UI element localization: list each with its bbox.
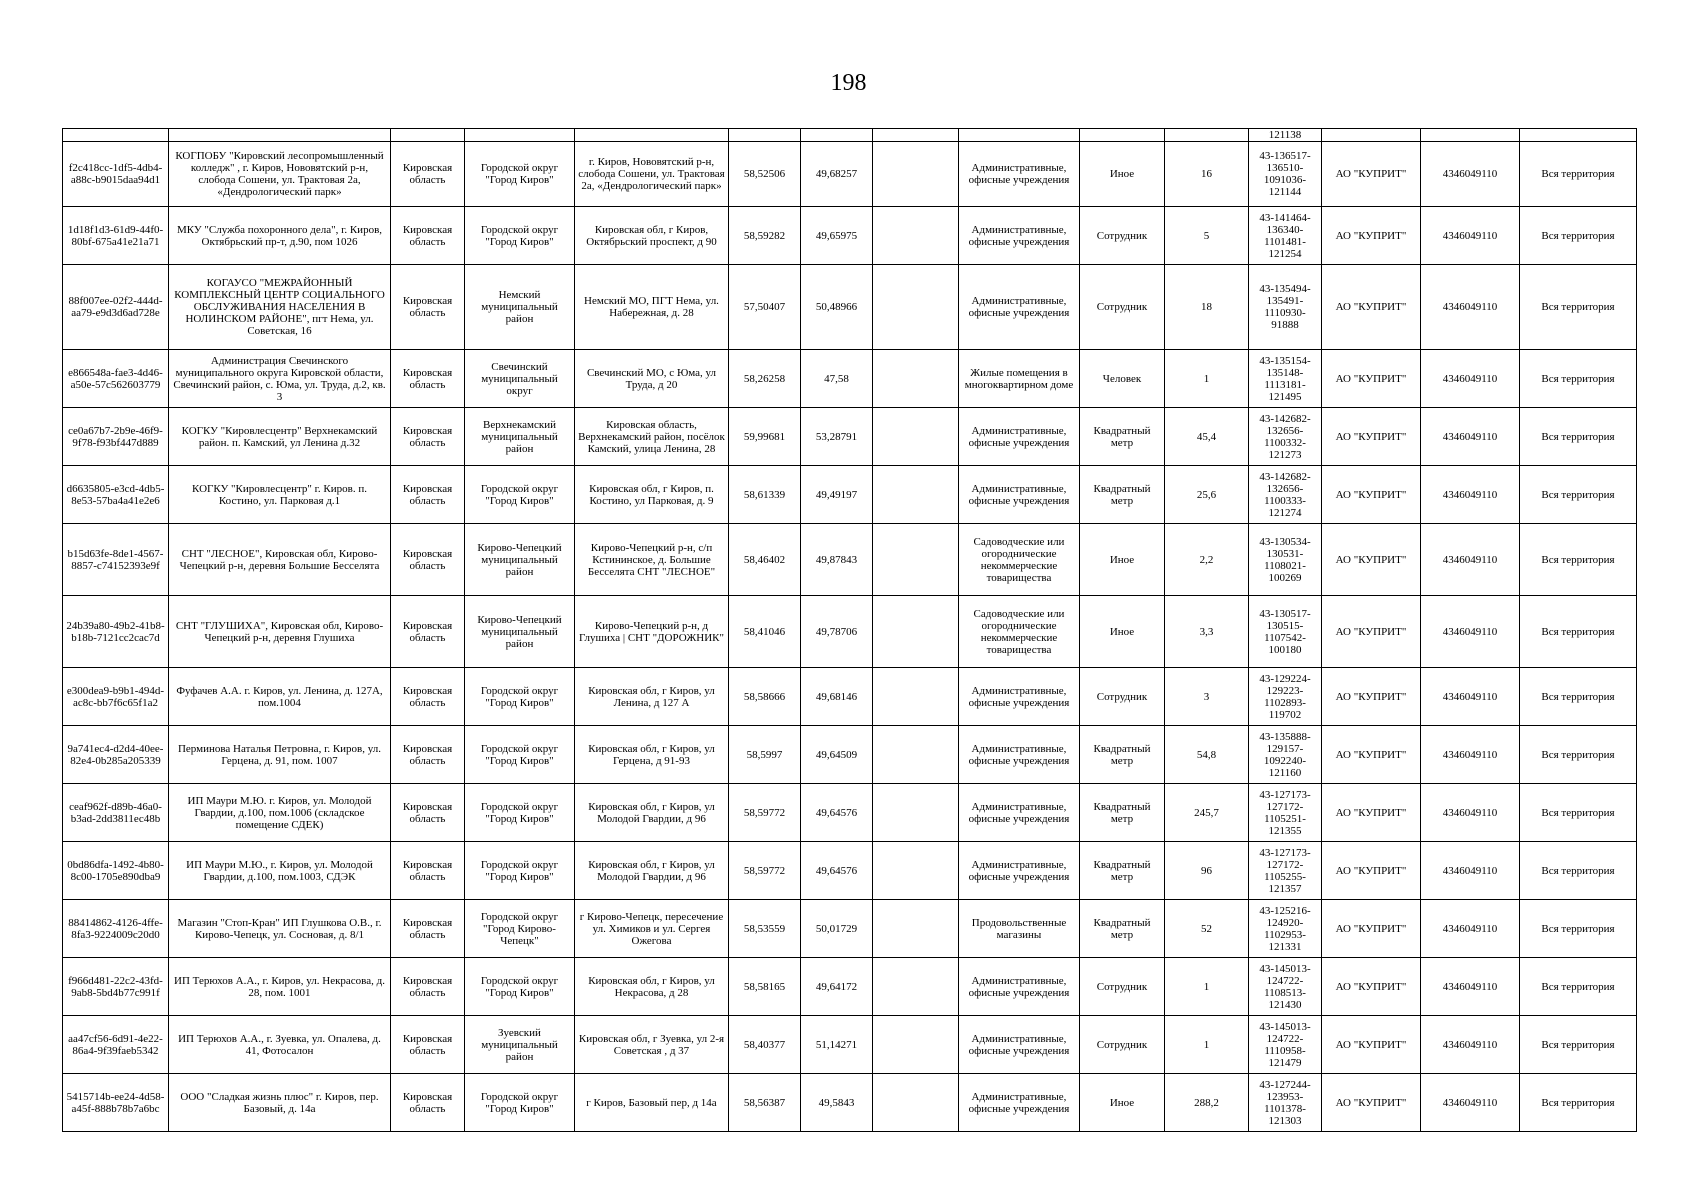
unit-cell: Иное: [1080, 1074, 1165, 1132]
district-cell: Городской округ "Город Киров": [465, 466, 575, 524]
empty-cell: [873, 207, 959, 265]
longitude-cell: 49,49197: [801, 466, 873, 524]
latitude-cell: 59,99681: [729, 408, 801, 466]
quantity-cell: 54,8: [1165, 726, 1249, 784]
table-row: [63, 1074, 1637, 1132]
id-cell: e300dea9-b9b1-494d-ac8c-bb7f6c65f1a2: [63, 668, 169, 726]
table-row: [63, 350, 1637, 408]
operator-cell: АО "КУПРИТ": [1322, 466, 1421, 524]
operator-cell: АО "КУПРИТ": [1322, 668, 1421, 726]
latitude-cell: 58,58165: [729, 958, 801, 1016]
name-cell: КОГКУ "Кировлесцентр" Верхнекамский район. п. Камский, ул Ленина д.32: [169, 408, 391, 466]
latitude-cell: 57,50407: [729, 265, 801, 350]
quantity-cell: 1: [1165, 1016, 1249, 1074]
operator-cell: АО "КУПРИТ": [1322, 408, 1421, 466]
region-cell: Кировская область: [391, 142, 465, 207]
code-cell: 43-145013-124722-1110958-121479: [1249, 1016, 1322, 1074]
table-row: [63, 900, 1637, 958]
district-cell: Свечинский муниципальный округ: [465, 350, 575, 408]
territory-cell: Вся территория: [1520, 784, 1637, 842]
operator-cell: АО "КУПРИТ": [1322, 596, 1421, 668]
inn-cell: 4346049110: [1421, 408, 1520, 466]
latitude-cell: 58,56387: [729, 1074, 801, 1132]
quantity-cell: 288,2: [1165, 1074, 1249, 1132]
inn-cell: 4346049110: [1421, 1016, 1520, 1074]
operator-cell: АО "КУПРИТ": [1322, 842, 1421, 900]
district-cell: Городской округ "Город Киров": [465, 1074, 575, 1132]
object-type-cell: Садоводческие или огороднические некоммерческие товарищества: [959, 596, 1080, 668]
latitude-cell: 58,26258: [729, 350, 801, 408]
operator-cell: АО "КУПРИТ": [1322, 142, 1421, 207]
table-row: [63, 466, 1637, 524]
empty-cell: [873, 408, 959, 466]
district-cell: Немский муниципальный район: [465, 265, 575, 350]
quantity-cell: 2,2: [1165, 524, 1249, 596]
inn-cell: 4346049110: [1421, 1074, 1520, 1132]
address-cell: г Киров, Базовый пер, д 14а: [575, 1074, 729, 1132]
empty-cell: [873, 784, 959, 842]
table-row: [63, 1016, 1637, 1074]
inn-cell: 4346049110: [1421, 726, 1520, 784]
address-cell: Кирово-Чепецкий р-н, д Глушиха | СНТ "ДОРОЖНИК": [575, 596, 729, 668]
object-type-cell: Административные, офисные учреждения: [959, 466, 1080, 524]
quantity-cell: 5: [1165, 207, 1249, 265]
quantity-cell: 245,7: [1165, 784, 1249, 842]
district-cell: Городской округ "Город Киров": [465, 142, 575, 207]
inn-cell: 4346049110: [1421, 668, 1520, 726]
address-cell: Кировская обл, г Киров, ул Молодой Гвардии, д 96: [575, 784, 729, 842]
unit-cell: Квадратный метр: [1080, 408, 1165, 466]
address-cell: Кировская обл, г Зуевка, ул 2-я Советская , д 37: [575, 1016, 729, 1074]
district-cell: Кирово-Чепецкий муниципальный район: [465, 524, 575, 596]
id-cell: 88414862-4126-4ffe-8fa3-9224009c20d0: [63, 900, 169, 958]
latitude-cell: 58,59282: [729, 207, 801, 265]
id-cell: d6635805-e3cd-4db5-8e53-57ba4a41e2e6: [63, 466, 169, 524]
object-type-cell: Административные, офисные учреждения: [959, 958, 1080, 1016]
region-cell: Кировская область: [391, 466, 465, 524]
object-type-cell: Административные, офисные учреждения: [959, 408, 1080, 466]
table-row: [63, 265, 1637, 350]
quantity-cell: 18: [1165, 265, 1249, 350]
code-cell: 43-142682-132656-1100333-121274: [1249, 466, 1322, 524]
region-cell: Кировская область: [391, 668, 465, 726]
territory-cell: Вся территория: [1520, 726, 1637, 784]
address-cell: Кировская обл, г Киров, ул Герцена, д 91-93: [575, 726, 729, 784]
table-row: [63, 129, 1637, 142]
table-row: [63, 596, 1637, 668]
inn-cell: 4346049110: [1421, 900, 1520, 958]
district-cell: Городской округ "Город Киров": [465, 726, 575, 784]
latitude-cell: 58,58666: [729, 668, 801, 726]
object-type-cell: Административные, офисные учреждения: [959, 1016, 1080, 1074]
table-body: [63, 129, 1637, 1132]
latitude-cell: 58,52506: [729, 142, 801, 207]
unit-cell: Сотрудник: [1080, 265, 1165, 350]
territory-cell: Вся территория: [1520, 466, 1637, 524]
id-cell: aa47cf56-6d91-4e22-86a4-9f39faeb5342: [63, 1016, 169, 1074]
operator-cell: АО "КУПРИТ": [1322, 1074, 1421, 1132]
district-cell: Верхнекамский муниципальный район: [465, 408, 575, 466]
object-type-cell: Жилые помещения в многоквартирном доме: [959, 350, 1080, 408]
unit-cell: Сотрудник: [1080, 1016, 1165, 1074]
region-cell: Кировская область: [391, 408, 465, 466]
inn-cell: 4346049110: [1421, 958, 1520, 1016]
unit-cell: Сотрудник: [1080, 668, 1165, 726]
registry-table: [62, 128, 1637, 1132]
longitude-cell: 50,01729: [801, 900, 873, 958]
object-type-cell: Административные, офисные учреждения: [959, 726, 1080, 784]
empty-cell: [873, 1016, 959, 1074]
id-cell: 1d18f1d3-61d9-44f0-80bf-675a41e21a71: [63, 207, 169, 265]
unit-cell: Сотрудник: [1080, 958, 1165, 1016]
territory-cell: Вся территория: [1520, 408, 1637, 466]
longitude-cell: 50,48966: [801, 265, 873, 350]
region-cell: Кировская область: [391, 784, 465, 842]
code-cell: 43-135154-135148-1113181-121495: [1249, 350, 1322, 408]
unit-cell: Человек: [1080, 350, 1165, 408]
empty-cell: [873, 142, 959, 207]
address-cell: Кировская обл, г Киров, ул Молодой Гвардии, д 96: [575, 842, 729, 900]
id-cell: f966d481-22c2-43fd-9ab8-5bd4b77c991f: [63, 958, 169, 1016]
longitude-cell: 49,5843: [801, 1074, 873, 1132]
name-cell: СНТ "ЛЕСНОЕ", Кировская обл, Кирово-Чепецкий р-н, деревня Большие Бесселята: [169, 524, 391, 596]
region-cell: Кировская область: [391, 265, 465, 350]
continued-code-cell: 121138: [1249, 129, 1322, 142]
region-cell: Кировская область: [391, 207, 465, 265]
operator-cell: АО "КУПРИТ": [1322, 524, 1421, 596]
id-cell: 9a741ec4-d2d4-40ee-82e4-0b285a205339: [63, 726, 169, 784]
address-cell: Кировская обл, г Киров, Октябрьский проспект, д 90: [575, 207, 729, 265]
unit-cell: Квадратный метр: [1080, 784, 1165, 842]
table-row: [63, 958, 1637, 1016]
object-type-cell: Административные, офисные учреждения: [959, 784, 1080, 842]
name-cell: ИП Маури М.Ю., г. Киров, ул. Молодой Гвардии, д.100, пом.1003, СДЭК: [169, 842, 391, 900]
code-cell: 43-136517-136510-1091036-121144: [1249, 142, 1322, 207]
latitude-cell: 58,46402: [729, 524, 801, 596]
name-cell: ООО "Сладкая жизнь плюс" г. Киров, пер. Базовый, д. 14а: [169, 1074, 391, 1132]
table-row: [63, 726, 1637, 784]
quantity-cell: 52: [1165, 900, 1249, 958]
object-type-cell: Продовольственные магазины: [959, 900, 1080, 958]
territory-cell: Вся территория: [1520, 1016, 1637, 1074]
operator-cell: АО "КУПРИТ": [1322, 207, 1421, 265]
latitude-cell: 58,53559: [729, 900, 801, 958]
empty-cell: [873, 726, 959, 784]
unit-cell: Квадратный метр: [1080, 726, 1165, 784]
address-cell: Свечинский МО, с Юма, ул Труда, д 20: [575, 350, 729, 408]
table-row: [63, 784, 1637, 842]
inn-cell: 4346049110: [1421, 466, 1520, 524]
unit-cell: Иное: [1080, 142, 1165, 207]
object-type-cell: Административные, офисные учреждения: [959, 265, 1080, 350]
address-cell: Немский МО, ПГТ Нема, ул. Набережная, д. 28: [575, 265, 729, 350]
address-cell: г Кирово-Чепецк, пересечение ул. Химиков и ул. Сергея Ожегова: [575, 900, 729, 958]
territory-cell: Вся территория: [1520, 142, 1637, 207]
code-cell: 43-142682-132656-1100332-121273: [1249, 408, 1322, 466]
code-cell: 43-135888-129157-1092240-121160: [1249, 726, 1322, 784]
longitude-cell: 49,87843: [801, 524, 873, 596]
longitude-cell: 49,64509: [801, 726, 873, 784]
unit-cell: Иное: [1080, 596, 1165, 668]
district-cell: Городской округ "Город Киров": [465, 207, 575, 265]
empty-cell: [873, 842, 959, 900]
address-cell: Кировская обл, г Киров, п. Костино, ул Парковая, д. 9: [575, 466, 729, 524]
quantity-cell: 96: [1165, 842, 1249, 900]
operator-cell: АО "КУПРИТ": [1322, 1016, 1421, 1074]
unit-cell: Квадратный метр: [1080, 842, 1165, 900]
id-cell: b15d63fe-8de1-4567-8857-c74152393e9f: [63, 524, 169, 596]
longitude-cell: 49,68146: [801, 668, 873, 726]
territory-cell: Вся территория: [1520, 1074, 1637, 1132]
district-cell: Городской округ "Город Киров": [465, 842, 575, 900]
latitude-cell: 58,59772: [729, 784, 801, 842]
code-cell: 43-145013-124722-1108513-121430: [1249, 958, 1322, 1016]
empty-cell: [873, 668, 959, 726]
territory-cell: Вся территория: [1520, 842, 1637, 900]
code-cell: 43-130517-130515-1107542-100180: [1249, 596, 1322, 668]
address-cell: Кировская обл, г Киров, ул Некрасова, д 28: [575, 958, 729, 1016]
inn-cell: 4346049110: [1421, 350, 1520, 408]
name-cell: СНТ "ГЛУШИХА", Кировская обл, Кирово-Чепецкий р-н, деревня Глушиха: [169, 596, 391, 668]
territory-cell: Вся территория: [1520, 668, 1637, 726]
operator-cell: АО "КУПРИТ": [1322, 265, 1421, 350]
unit-cell: Иное: [1080, 524, 1165, 596]
region-cell: Кировская область: [391, 524, 465, 596]
quantity-cell: 3: [1165, 668, 1249, 726]
name-cell: ИП Маури М.Ю. г. Киров, ул. Молодой Гвардии, д.100, пом.1006 (складское помещение СДЕК): [169, 784, 391, 842]
territory-cell: Вся территория: [1520, 265, 1637, 350]
operator-cell: АО "КУПРИТ": [1322, 784, 1421, 842]
object-type-cell: Административные, офисные учреждения: [959, 842, 1080, 900]
address-cell: г. Киров, Нововятский р-н, слобода Сошени, ул. Трактовая 2а, «Дендрологический парк»: [575, 142, 729, 207]
unit-cell: Квадратный метр: [1080, 900, 1165, 958]
district-cell: Зуевский муниципальный район: [465, 1016, 575, 1074]
id-cell: e866548a-fae3-4d46-a50e-57c562603779: [63, 350, 169, 408]
id-cell: f2c418cc-1df5-4db4-a88c-b9015daa94d1: [63, 142, 169, 207]
code-cell: 43-130534-130531-1108021-100269: [1249, 524, 1322, 596]
id-cell: ceaf962f-d89b-46a0-b3ad-2dd3811ec48b: [63, 784, 169, 842]
operator-cell: АО "КУПРИТ": [1322, 958, 1421, 1016]
region-cell: Кировская область: [391, 900, 465, 958]
latitude-cell: 58,40377: [729, 1016, 801, 1074]
latitude-cell: 58,41046: [729, 596, 801, 668]
longitude-cell: 49,78706: [801, 596, 873, 668]
empty-cell: [873, 900, 959, 958]
object-type-cell: Садоводческие или огороднические некоммерческие товарищества: [959, 524, 1080, 596]
territory-cell: Вся территория: [1520, 524, 1637, 596]
address-cell: Кирово-Чепецкий р-н, с/п Кстининское, д. Большие Бесселята СНТ "ЛЕСНОЕ": [575, 524, 729, 596]
name-cell: КОГАУСО "МЕЖРАЙОННЫЙ КОМПЛЕКСНЫЙ ЦЕНТР СОЦИАЛЬНОГО ОБСЛУЖИВАНИЯ НАСЕЛЕНИЯ В НОЛИНСКОМ РАЙОНЕ", пгт Нема, ул. Советская, 16: [169, 265, 391, 350]
id-cell: 5415714b-ee24-4d58-a45f-888b78b7a6bc: [63, 1074, 169, 1132]
name-cell: ИП Терюхов А.А., г. Киров, ул. Некрасова, д. 28, пом. 1001: [169, 958, 391, 1016]
inn-cell: 4346049110: [1421, 596, 1520, 668]
name-cell: ИП Терюхов А.А., г. Зуевка, ул. Опалева, д. 41, Фотосалон: [169, 1016, 391, 1074]
inn-cell: 4346049110: [1421, 784, 1520, 842]
name-cell: КОГКУ "Кировлесцентр" г. Киров. п. Костино, ул. Парковая д.1: [169, 466, 391, 524]
latitude-cell: 58,61339: [729, 466, 801, 524]
district-cell: Городской округ "Город Киров": [465, 958, 575, 1016]
quantity-cell: 1: [1165, 350, 1249, 408]
address-cell: Кировская область, Верхнекамский район, посёлок Камский, улица Ленина, 28: [575, 408, 729, 466]
territory-cell: Вся территория: [1520, 350, 1637, 408]
region-cell: Кировская область: [391, 350, 465, 408]
quantity-cell: 45,4: [1165, 408, 1249, 466]
quantity-cell: 1: [1165, 958, 1249, 1016]
longitude-cell: 49,64172: [801, 958, 873, 1016]
name-cell: Перминова Наталья Петровна, г. Киров, ул. Герцена, д. 91, пом. 1007: [169, 726, 391, 784]
code-cell: 43-141464-136340-1101481-121254: [1249, 207, 1322, 265]
operator-cell: АО "КУПРИТ": [1322, 900, 1421, 958]
object-type-cell: Административные, офисные учреждения: [959, 142, 1080, 207]
empty-cell: [873, 350, 959, 408]
region-cell: Кировская область: [391, 726, 465, 784]
longitude-cell: 49,64576: [801, 842, 873, 900]
code-cell: 43-127244-123953-1101378-121303: [1249, 1074, 1322, 1132]
table-row: [63, 524, 1637, 596]
region-cell: Кировская область: [391, 842, 465, 900]
inn-cell: 4346049110: [1421, 524, 1520, 596]
longitude-cell: 51,14271: [801, 1016, 873, 1074]
operator-cell: АО "КУПРИТ": [1322, 350, 1421, 408]
object-type-cell: Административные, офисные учреждения: [959, 668, 1080, 726]
unit-cell: Сотрудник: [1080, 207, 1165, 265]
region-cell: Кировская область: [391, 596, 465, 668]
longitude-cell: 49,68257: [801, 142, 873, 207]
latitude-cell: 58,5997: [729, 726, 801, 784]
longitude-cell: 47,58: [801, 350, 873, 408]
district-cell: Городской округ "Город Кирово-Чепецк": [465, 900, 575, 958]
name-cell: МКУ "Служба похоронного дела", г. Киров, Октябрьский пр-т, д.90, пом 1026: [169, 207, 391, 265]
table-row: [63, 668, 1637, 726]
code-cell: 43-127173-127172-1105251-121355: [1249, 784, 1322, 842]
territory-cell: Вся территория: [1520, 958, 1637, 1016]
name-cell: Администрация Свечинского муниципального округа Кировской области, Свечинский район, с. Юма, ул. Труда, д.2, кв. 3: [169, 350, 391, 408]
id-cell: 88f007ee-02f2-444d-aa79-e9d3d6ad728e: [63, 265, 169, 350]
region-cell: Кировская область: [391, 1074, 465, 1132]
empty-cell: [873, 958, 959, 1016]
empty-cell: [873, 265, 959, 350]
id-cell: ce0a67b7-2b9e-46f9-9f78-f93bf447d889: [63, 408, 169, 466]
inn-cell: 4346049110: [1421, 207, 1520, 265]
table-row: [63, 142, 1637, 207]
id-cell: 0bd86dfa-1492-4b80-8c00-1705e890dba9: [63, 842, 169, 900]
region-cell: Кировская область: [391, 1016, 465, 1074]
district-cell: Городской округ "Город Киров": [465, 668, 575, 726]
empty-cell: [873, 466, 959, 524]
name-cell: Фуфачев А.А. г. Киров, ул. Ленина, д. 127А, пом.1004: [169, 668, 391, 726]
empty-cell: [873, 1074, 959, 1132]
district-cell: Кирово-Чепецкий муниципальный район: [465, 596, 575, 668]
territory-cell: Вся территория: [1520, 900, 1637, 958]
object-type-cell: Административные, офисные учреждения: [959, 207, 1080, 265]
table-row: [63, 207, 1637, 265]
id-cell: 24b39a80-49b2-41b8-b18b-7121cc2cac7d: [63, 596, 169, 668]
inn-cell: 4346049110: [1421, 142, 1520, 207]
empty-cell: [873, 524, 959, 596]
longitude-cell: 49,64576: [801, 784, 873, 842]
code-cell: 43-125216-124920-1102953-121331: [1249, 900, 1322, 958]
quantity-cell: 25,6: [1165, 466, 1249, 524]
name-cell: Магазин "Стоп-Кран" ИП Глушкова О.В., г. Кирово-Чепецк, ул. Сосновая, д. 8/1: [169, 900, 391, 958]
latitude-cell: 58,59772: [729, 842, 801, 900]
quantity-cell: 16: [1165, 142, 1249, 207]
table-row: [63, 842, 1637, 900]
territory-cell: Вся территория: [1520, 596, 1637, 668]
territory-cell: Вся территория: [1520, 207, 1637, 265]
page-number: 198: [830, 70, 867, 96]
district-cell: Городской округ "Город Киров": [465, 784, 575, 842]
name-cell: КОГПОБУ "Кировский лесопромышленный колледж" , г. Киров, Нововятский р-н, слобода Сошени, ул. Трактовая 2а, «Дендрологический парк»: [169, 142, 391, 207]
code-cell: 43-129224-129223-1102893-119702: [1249, 668, 1322, 726]
address-cell: Кировская обл, г Киров, ул Ленина, д 127 А: [575, 668, 729, 726]
longitude-cell: 53,28791: [801, 408, 873, 466]
operator-cell: АО "КУПРИТ": [1322, 726, 1421, 784]
empty-cell: [873, 596, 959, 668]
inn-cell: 4346049110: [1421, 842, 1520, 900]
longitude-cell: 49,65975: [801, 207, 873, 265]
inn-cell: 4346049110: [1421, 265, 1520, 350]
object-type-cell: Административные, офисные учреждения: [959, 1074, 1080, 1132]
code-cell: 43-127173-127172-1105255-121357: [1249, 842, 1322, 900]
unit-cell: Квадратный метр: [1080, 466, 1165, 524]
region-cell: Кировская область: [391, 958, 465, 1016]
table-row: [63, 408, 1637, 466]
quantity-cell: 3,3: [1165, 596, 1249, 668]
code-cell: 43-135494-135491-1110930-91888: [1249, 265, 1322, 350]
